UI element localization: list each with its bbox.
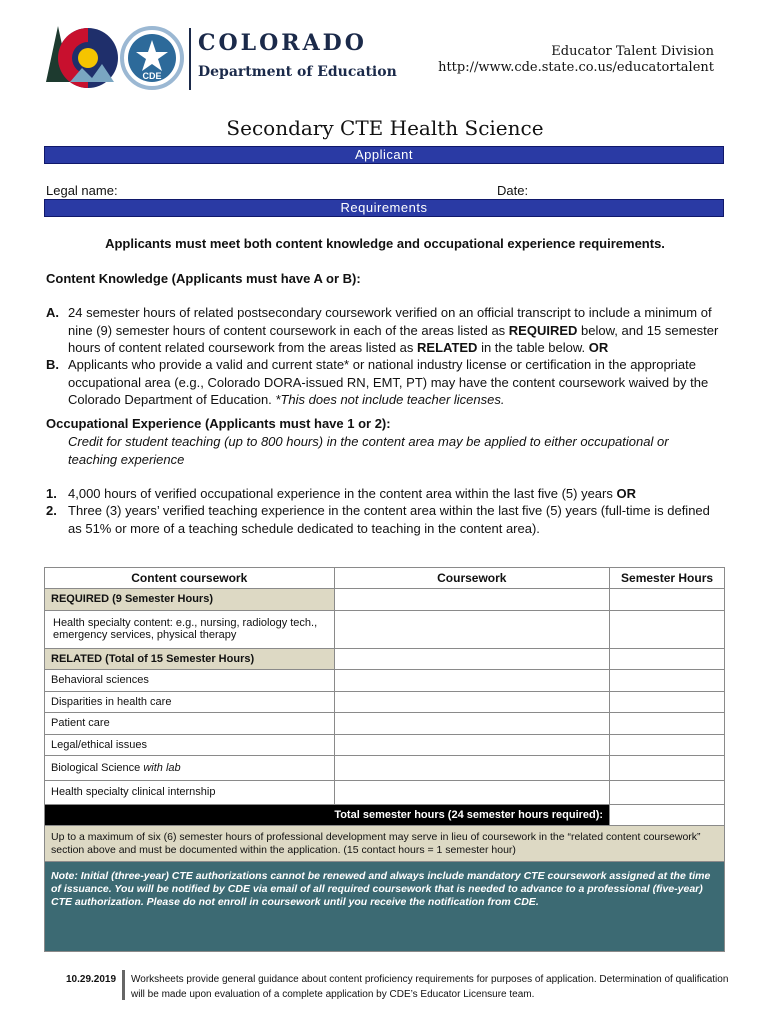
- cde-logo-text: CDE: [142, 71, 162, 81]
- occupational-experience-heading: Occupational Experience (Applicants must have 1 or 2):: [46, 416, 391, 431]
- related-row-label: Disparities in health care: [45, 691, 335, 713]
- applicant-bar: Applicant: [44, 146, 724, 164]
- brand-colorado: COLORADO: [198, 30, 367, 56]
- student-teaching-credit: Credit for student teaching (up to 800 hours) in the content area may be applied to either occupational or teaching experience: [68, 434, 669, 467]
- related-row-label: Health specialty clinical internship: [45, 780, 335, 805]
- requirement-a: A. 24 semester hours of related postsecondary coursework verified on an official transcript to include a minimum of nine (9) semester hours of content coursework in each of the areas listed as REQUIRED below, and 15 semester hours of content related coursework from the areas listed as RELATED in the table below. OR: [46, 305, 719, 355]
- footer-date: 10.29.2019: [66, 974, 117, 985]
- logo-divider: [189, 28, 191, 90]
- hours-cell[interactable]: [610, 713, 725, 735]
- footer-divider: [122, 970, 125, 1000]
- total-hours-cell[interactable]: [610, 805, 725, 826]
- coursework-cell[interactable]: [334, 589, 610, 611]
- coursework-cell[interactable]: [334, 670, 610, 692]
- legal-name-label: Legal name:: [46, 183, 118, 198]
- required-section-header: REQUIRED (9 Semester Hours): [45, 589, 335, 611]
- hours-cell[interactable]: [610, 610, 725, 648]
- hours-cell[interactable]: [610, 589, 725, 611]
- header-semester-hours: Semester Hours: [610, 568, 725, 589]
- content-knowledge-heading: Content Knowledge (Applicants must have A or B):: [46, 271, 361, 286]
- total-hours-label: Total semester hours (24 semester hours required):: [45, 805, 610, 826]
- header-content-coursework: Content coursework: [45, 568, 335, 589]
- requirement-b-label: B.: [46, 357, 59, 372]
- related-row-label: Biological Science with lab: [45, 756, 335, 781]
- coursework-cell[interactable]: [334, 691, 610, 713]
- required-row-label: Health specialty content: e.g., nursing, radiology tech., emergency services, physical therapy: [45, 610, 335, 648]
- division-url[interactable]: http://www.cde.state.co.us/educatortalent: [438, 60, 714, 75]
- footer-disclaimer: Worksheets provide general guidance about content proficiency requirements for purposes of application. Determination of qualification will be made upon evaluation of a complete application by CDE’s Educator Licensure team.: [131, 974, 729, 1000]
- requirements-intro: Applicants must meet both content knowledge and occupational experience requirements.: [105, 236, 665, 251]
- brand-department: Department of Education: [198, 64, 397, 80]
- requirement-b: B. Applicants who provide a valid and current state* or national industry license or certification in the appropriate occupational area (e.g., Colorado DORA-issued RN, EMT, PT) may have the content coursework waived by the Colorado Department of Education. *This does not include teacher licenses.: [46, 357, 709, 407]
- hours-cell[interactable]: [610, 780, 725, 805]
- requirement-a-label: A.: [46, 305, 59, 320]
- experience-option-1: 1. 4,000 hours of verified occupational experience in the content area within the last five (5) years OR: [46, 486, 636, 501]
- coursework-cell[interactable]: [334, 780, 610, 805]
- header-coursework: Coursework: [334, 568, 610, 589]
- coursework-cell[interactable]: [334, 610, 610, 648]
- date-label: Date:: [497, 183, 529, 198]
- related-row-label: Legal/ethical issues: [45, 734, 335, 756]
- coursework-cell[interactable]: [334, 756, 610, 781]
- hours-cell[interactable]: [610, 670, 725, 692]
- hours-cell[interactable]: [610, 734, 725, 756]
- related-row-label: Patient care: [45, 713, 335, 735]
- coursework-cell[interactable]: [334, 734, 610, 756]
- hours-cell[interactable]: [610, 691, 725, 713]
- cte-authorization-note: Note: Initial (three-year) CTE authorizations cannot be renewed and always include mandatory CTE coursework assigned at the time of issuance. You will be notified by CDE via email of all required coursework that is needed to advance to a professional (five-year) CTE authorization. Please do not enroll in coursework until you receive the notification from CDE.: [45, 862, 725, 952]
- coursework-table: [44, 567, 725, 952]
- colorado-cde-logo: [44, 24, 194, 92]
- experience-option-2: 2. Three (3) years’ verified teaching experience in the content area within the last five (5) years (full-time is defined as 51% or more of a teaching schedule dedicated to teaching in the content area).: [46, 503, 710, 536]
- professional-development-note: Up to a maximum of six (6) semester hours of professional development may serve in lieu of coursework in the “related content coursework” section above and must be documented within the application. (15 contact hours = 1 semester hour): [45, 826, 725, 862]
- requirements-bar: Requirements: [44, 199, 724, 217]
- division-name: Educator Talent Division: [551, 44, 714, 59]
- hours-cell[interactable]: [610, 648, 725, 670]
- coursework-cell[interactable]: [334, 713, 610, 735]
- page-title: Secondary CTE Health Science: [226, 116, 544, 140]
- related-row-label: Behavioral sciences: [45, 670, 335, 692]
- coursework-cell[interactable]: [334, 648, 610, 670]
- hours-cell[interactable]: [610, 756, 725, 781]
- related-section-header: RELATED (Total of 15 Semester Hours): [45, 648, 335, 670]
